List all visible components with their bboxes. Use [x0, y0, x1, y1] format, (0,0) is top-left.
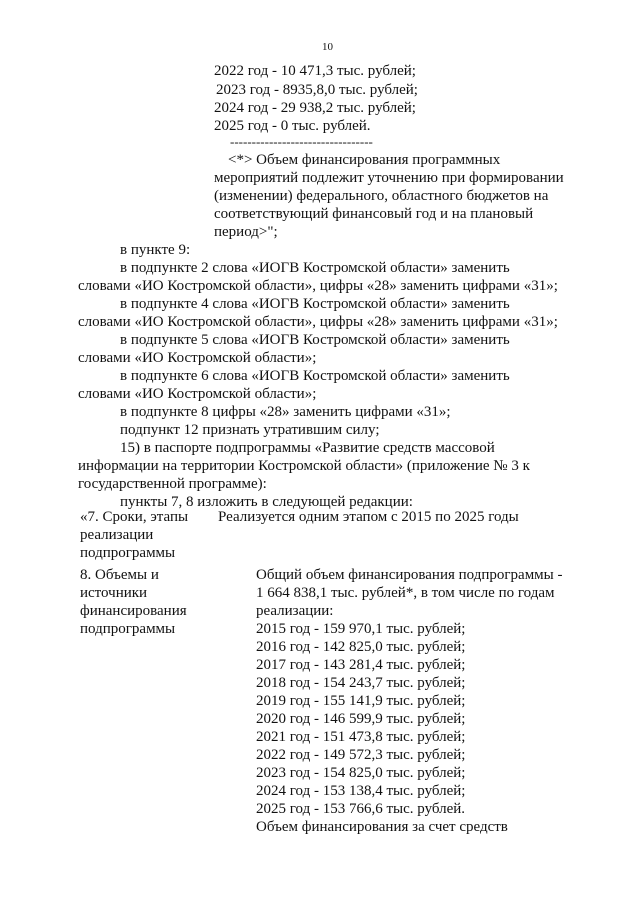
body-line: пункты 7, 8 изложить в следующей редакции:: [120, 494, 413, 510]
row8-intro-line: Общий объем финансирования подпрограммы -: [256, 567, 563, 583]
row8-year-line: 2021 год - 151 473,8 тыс. рублей;: [256, 729, 466, 745]
page-number: 10: [322, 41, 333, 53]
top-year-line: 2022 год - 10 471,3 тыс. рублей;: [214, 63, 416, 79]
row8-year-line: 2019 год - 155 141,9 тыс. рублей;: [256, 693, 466, 709]
row8-year-line: 2025 год - 153 766,6 тыс. рублей.: [256, 801, 466, 817]
row8-year-line: 2023 год - 154 825,0 тыс. рублей;: [256, 765, 466, 781]
row8-label-line: источники: [80, 585, 148, 601]
row8-year-line: 2015 год - 159 970,1 тыс. рублей;: [256, 621, 466, 637]
row8-year-line: 2022 год - 149 572,3 тыс. рублей;: [256, 747, 466, 763]
row8-year-line: 2017 год - 143 281,4 тыс. рублей;: [256, 657, 466, 673]
note-line: (изменении) федерального, областного бюджетов на: [214, 188, 549, 204]
note-line: соответствующий финансовый год и на плановый: [214, 206, 534, 222]
row8-year-line: 2018 год - 154 243,7 тыс. рублей;: [256, 675, 466, 691]
body-line: в пункте 9:: [120, 242, 191, 258]
note-line: <*> Объем финансирования программных: [228, 152, 501, 168]
body-line: словами «ИО Костромской области», цифры «28» заменить цифрами «31»;: [78, 314, 558, 330]
note-line: мероприятий подлежит уточнению при формировании: [214, 170, 564, 186]
row8-label-line: подпрограммы: [80, 621, 176, 637]
body-line: в подпункте 5 слова «ИОГВ Костромской области» заменить: [120, 332, 510, 348]
body-line: словами «ИО Костромской области»;: [78, 386, 317, 402]
row8-label-line: финансирования: [80, 603, 187, 619]
row8-year-line: 2016 год - 142 825,0 тыс. рублей;: [256, 639, 466, 655]
row8-tail-line: Объем финансирования за счет средств: [256, 819, 508, 835]
body-line: в подпункте 4 слова «ИОГВ Костромской области» заменить: [120, 296, 510, 312]
body-line: информации на территории Костромской области» (приложение № 3 к: [78, 458, 530, 474]
row7-value: Реализуется одним этапом с 2015 по 2025 годы: [218, 509, 519, 525]
body-line: словами «ИО Костромской области», цифры «28» заменить цифрами «31»;: [78, 278, 558, 294]
row8-intro-line: реализации:: [256, 603, 334, 619]
row8-year-line: 2020 год - 146 599,9 тыс. рублей;: [256, 711, 466, 727]
separator-line: ---------------------------------: [230, 134, 373, 149]
body-line: подпункт 12 признать утратившим силу;: [120, 422, 380, 438]
row7-label-line: подпрограммы: [80, 545, 176, 561]
body-line: в подпункте 2 слова «ИОГВ Костромской области» заменить: [120, 260, 510, 276]
top-year-line: 2024 год - 29 938,2 тыс. рублей;: [214, 100, 416, 116]
row8-label-line: 8. Объемы и: [80, 567, 159, 583]
note-line: период>";: [214, 224, 278, 240]
row8-year-line: 2024 год - 153 138,4 тыс. рублей;: [256, 783, 466, 799]
body-line: в подпункте 8 цифры «28» заменить цифрами «31»;: [120, 404, 451, 420]
body-line: государственной программе):: [78, 476, 267, 492]
body-line: словами «ИО Костромской области»;: [78, 350, 317, 366]
row8-intro-line: 1 664 838,1 тыс. рублей*, в том числе по годам: [256, 585, 555, 601]
top-year-line: 2023 год - 8935,8,0 тыс. рублей;: [216, 82, 418, 98]
body-line: 15) в паспорте подпрограммы «Развитие средств массовой: [120, 440, 495, 456]
top-year-line: 2025 год - 0 тыс. рублей.: [214, 118, 371, 134]
row7-label-line: реализации: [80, 527, 154, 543]
row7-label-line: «7. Сроки, этапы: [80, 509, 189, 525]
body-line: в подпункте 6 слова «ИОГВ Костромской области» заменить: [120, 368, 510, 384]
